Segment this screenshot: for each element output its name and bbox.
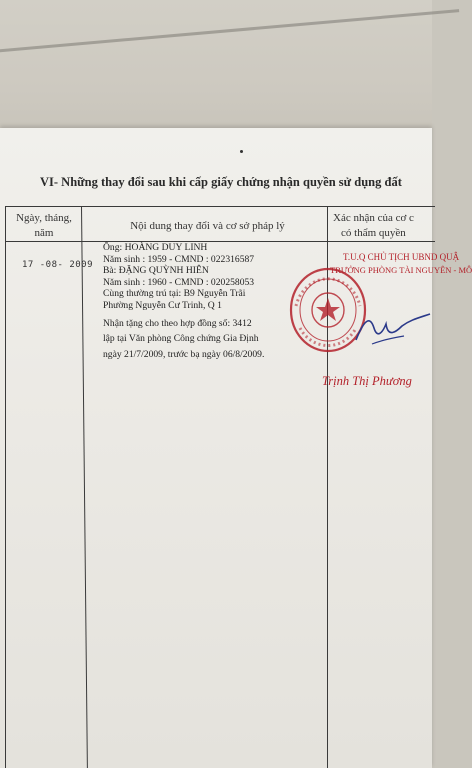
land-certificate-page [0, 128, 472, 768]
content-column-header: Nội dung thay đổi và cơ sở pháp lý [130, 220, 285, 232]
entry-line: Năm sinh : 1959 - CMND : 022316587 [103, 253, 255, 265]
entry-line: Cùng thường trú tại: B9 Nguyễn Trãi [103, 288, 246, 300]
entry-line: Phường Nguyễn Cư Trinh, Q 1 [103, 299, 222, 311]
date-header-line1: Ngày, tháng, [16, 212, 72, 224]
confirm-header-line1: Xác nhận của cơ c [333, 212, 414, 224]
paper-dot [240, 150, 243, 153]
confirm-header-line2: có thẩm quyền [341, 227, 406, 239]
date-column-divider [81, 206, 88, 768]
table-top-border [5, 206, 435, 207]
entry-line: Năm sinh : 1960 - CMND : 020258053 [103, 276, 255, 288]
section-heading: VI- Những thay đổi sau khi cấp giấy chứng nhận quyền sử dụng đất [40, 175, 402, 189]
table-left-border [5, 206, 6, 768]
date-column-header [8, 211, 80, 241]
entry-line: Ông: HOÀNG DUY LINH [103, 242, 208, 253]
entry-line: Bà: ĐẶNG QUỲNH HIÊN [103, 265, 209, 277]
confirm-column-header [333, 211, 443, 241]
handwritten-signature [352, 310, 432, 350]
entry-line: ngày 21/7/2009, trước bạ ngày 06/8/2009. [103, 348, 265, 360]
entry-line: lập tại Văn phòng Công chứng Gia Định [103, 333, 259, 345]
entry-date-stamp: 17 -08- 2009 [22, 260, 94, 270]
confirm-authority-line1: T.U.Q CHỦ TỊCH UBND QUẬ [343, 252, 460, 262]
date-header-line2: năm [34, 227, 54, 239]
confirm-authority-line2: TRƯỞNG PHÒNG TÀI NGUYÊN - MÔ [330, 265, 472, 275]
signer-name: Trịnh Thị Phương [322, 374, 412, 388]
entry-line: Nhận tặng cho theo hợp đồng số: 3412 [103, 317, 252, 329]
